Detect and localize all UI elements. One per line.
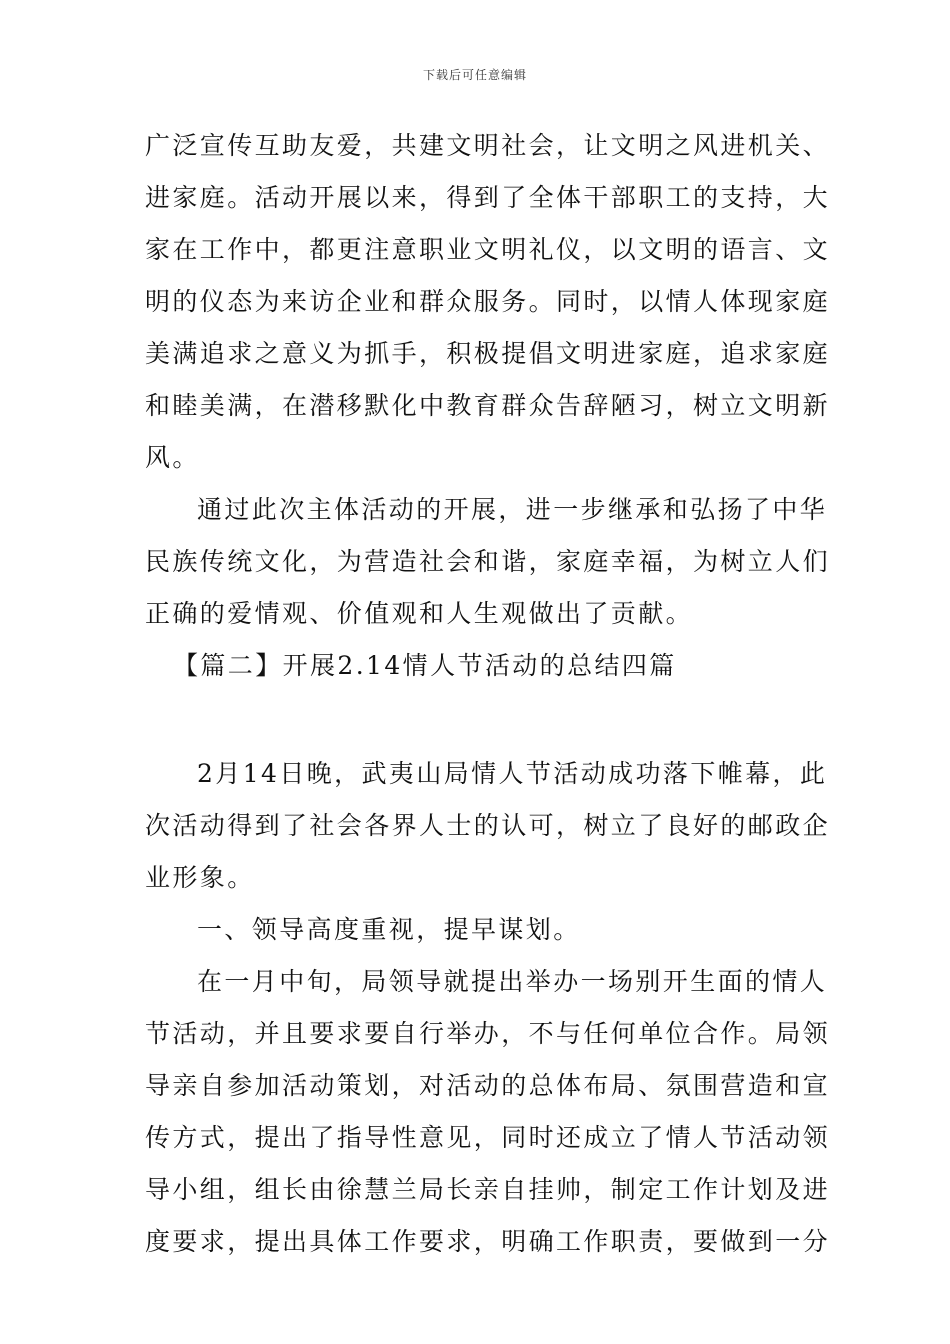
paragraph-line: 度要求，提出具体工作要求，明确工作职责，要做到一分 <box>145 1227 831 1256</box>
blank-spacer <box>145 692 807 748</box>
paragraph-line: 通过此次主体活动的开展，进一步继承和弘扬了中华 <box>197 495 828 524</box>
paragraph-line: 美满追求之意义为抓手，积极提倡文明进家庭，追求家庭 <box>145 339 831 368</box>
document-body <box>145 120 831 1268</box>
paragraph-line: 正确的爱情观、价值观和人生观做出了贡献。 <box>145 599 694 628</box>
paragraph-line: 民族传统文化，为营造社会和谐，家庭幸福，为树立人们 <box>145 547 831 576</box>
paragraph-3 <box>145 748 831 904</box>
paragraph-line: 传方式，提出了指导性意见，同时还成立了情人节活动领 <box>145 1123 831 1152</box>
paragraph-1 <box>145 120 831 484</box>
paragraph-2 <box>145 484 831 640</box>
paragraph-line: 次活动得到了社会各界人士的认可，树立了良好的邮政企 <box>145 811 831 840</box>
paragraph-4 <box>145 956 831 1268</box>
paragraph-line: 进家庭。活动开展以来，得到了全体干部职工的支持，大 <box>145 183 831 212</box>
sub-heading: 一、领导高度重视，提早谋划。 <box>197 915 581 944</box>
paragraph-line: 2月14日晚，武夷山局情人节活动成功落下帷幕，此 <box>197 759 828 788</box>
paragraph-line: 在一月中旬，局领导就提出举办一场别开生面的情人 <box>197 967 828 996</box>
paragraph-line: 节活动，并且要求要自行举办，不与任何单位合作。局领 <box>145 1019 831 1048</box>
paragraph-line: 导小组，组长由徐慧兰局长亲自挂帅，制定工作计划及进 <box>145 1175 831 1204</box>
section-heading: 【篇二】开展2.14情人节活动的总结四篇 <box>173 651 677 680</box>
paragraph-line: 和睦美满，在潜移默化中教育群众告辞陋习，树立文明新 <box>145 391 831 420</box>
paragraph-line: 业形象。 <box>145 863 255 892</box>
paragraph-line: 导亲自参加活动策划，对活动的总体布局、氛围营造和宣 <box>145 1071 831 1100</box>
paragraph-line: 风。 <box>145 443 200 472</box>
paragraph-line: 广泛宣传互助友爱，共建文明社会，让文明之风进机关、 <box>145 131 831 160</box>
page-header-note: 下载后可任意编辑 <box>422 68 527 82</box>
paragraph-line: 家在工作中，都更注意职业文明礼仪，以文明的语言、文 <box>145 235 831 264</box>
paragraph-line: 明的仪态为来访企业和群众服务。同时，以情人体现家庭 <box>145 287 831 316</box>
